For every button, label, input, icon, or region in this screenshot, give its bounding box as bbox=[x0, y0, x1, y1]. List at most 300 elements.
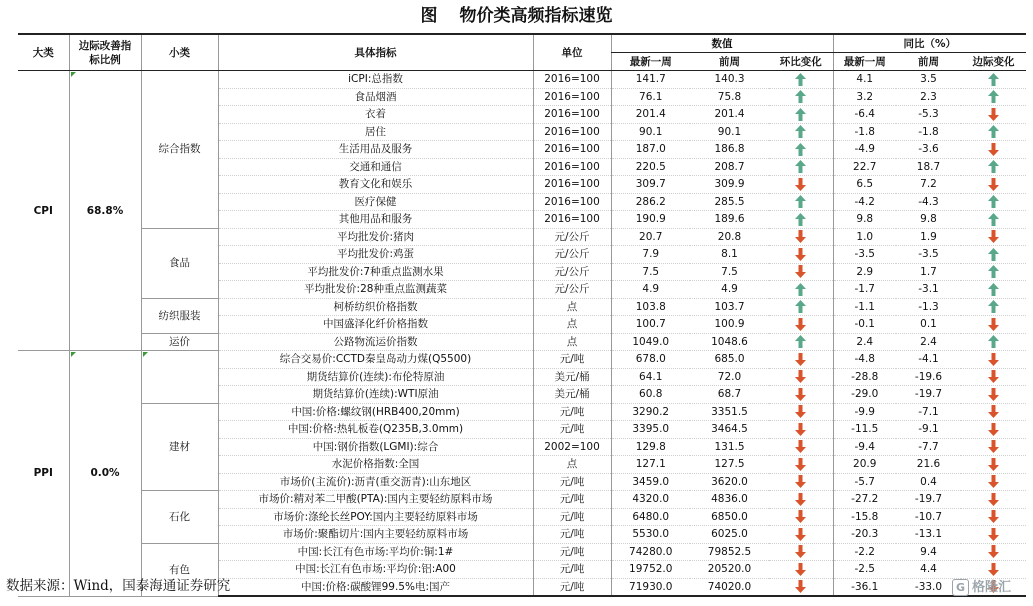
prev-value-cell: 6850.0 bbox=[690, 508, 769, 526]
header-value-group: 数值 bbox=[611, 34, 833, 53]
yoy-prev-cell: -4.1 bbox=[896, 351, 961, 369]
yoy-latest-cell: -11.5 bbox=[833, 421, 896, 439]
down-arrow-icon bbox=[795, 510, 806, 523]
indicator-cell: 中国盛泽化纤价格指数 bbox=[218, 316, 533, 334]
yoy-prev-cell: -19.6 bbox=[896, 368, 961, 386]
prev-value-cell: 75.8 bbox=[690, 88, 769, 106]
yoy-prev-cell: -10.7 bbox=[896, 508, 961, 526]
down-arrow-icon bbox=[988, 353, 999, 366]
indicator-cell: 居住 bbox=[218, 123, 533, 141]
down-arrow-icon bbox=[988, 178, 999, 191]
down-arrow-icon bbox=[795, 545, 806, 558]
yoy-prev-cell: 0.4 bbox=[896, 473, 961, 491]
subcategory-cell: 有色 bbox=[141, 543, 218, 596]
yoy-prev-cell: -7.1 bbox=[896, 403, 961, 421]
figure-label: 图 bbox=[420, 6, 438, 26]
latest-value-cell: 286.2 bbox=[611, 193, 690, 211]
yoy-latest-cell: -28.8 bbox=[833, 368, 896, 386]
latest-value-cell: 60.8 bbox=[611, 386, 690, 404]
indicator-cell: 中国:价格:热轧板卷(Q235B,3.0mm) bbox=[218, 421, 533, 439]
subcategory-cell bbox=[141, 351, 218, 404]
down-arrow-icon bbox=[795, 475, 806, 488]
prev-value-cell: 208.7 bbox=[690, 158, 769, 176]
indicator-cell: 综合交易价:CCTD秦皇岛动力煤(Q5500) bbox=[218, 351, 533, 369]
yoy-prev-cell: -19.7 bbox=[896, 386, 961, 404]
yoy-prev-cell: -7.7 bbox=[896, 438, 961, 456]
yoy-prev-cell: -33.0 bbox=[896, 578, 961, 596]
marginal-change-cell bbox=[961, 421, 1026, 439]
indicator-cell: 水泥价格指数:全国 bbox=[218, 456, 533, 474]
down-arrow-icon bbox=[795, 353, 806, 366]
yoy-latest-cell: -36.1 bbox=[833, 578, 896, 596]
prev-value-cell: 6025.0 bbox=[690, 526, 769, 544]
data-source-note: 数据来源：Wind，国泰海通证券研究 bbox=[6, 578, 231, 594]
prev-value-cell: 140.3 bbox=[690, 71, 769, 89]
prev-value-cell: 309.9 bbox=[690, 176, 769, 194]
yoy-prev-cell: -4.3 bbox=[896, 193, 961, 211]
yoy-prev-cell: -3.6 bbox=[896, 141, 961, 159]
down-arrow-icon bbox=[795, 458, 806, 471]
prev-value-cell: 20.8 bbox=[690, 228, 769, 246]
down-arrow-icon bbox=[988, 143, 999, 156]
latest-value-cell: 3395.0 bbox=[611, 421, 690, 439]
down-arrow-icon bbox=[988, 545, 999, 558]
latest-value-cell: 5530.0 bbox=[611, 526, 690, 544]
header-yoy-prev: 前周 bbox=[896, 53, 961, 71]
up-arrow-icon bbox=[795, 160, 806, 173]
yoy-prev-cell: -3.5 bbox=[896, 246, 961, 264]
watermark bbox=[952, 576, 1011, 596]
mom-change-cell bbox=[769, 543, 833, 561]
down-arrow-icon bbox=[988, 405, 999, 418]
down-arrow-icon bbox=[795, 178, 806, 191]
indicator-cell: 医疗保健 bbox=[218, 193, 533, 211]
mom-change-cell bbox=[769, 333, 833, 351]
latest-value-cell: 20.7 bbox=[611, 228, 690, 246]
indicator-cell: 交通和通信 bbox=[218, 158, 533, 176]
marginal-change-cell bbox=[961, 281, 1026, 299]
prev-value-cell: 7.5 bbox=[690, 263, 769, 281]
unit-cell: 2016=100 bbox=[533, 158, 611, 176]
price-indicator-table bbox=[18, 33, 1026, 597]
improve-ratio-cell: 0.0% bbox=[69, 351, 141, 597]
latest-value-cell: 141.7 bbox=[611, 71, 690, 89]
down-arrow-icon bbox=[795, 318, 806, 331]
marginal-change-cell bbox=[961, 263, 1026, 281]
yoy-prev-cell: 18.7 bbox=[896, 158, 961, 176]
indicator-cell: 公路物流运价指数 bbox=[218, 333, 533, 351]
category-cell: CPI bbox=[18, 71, 69, 351]
marginal-change-cell bbox=[961, 333, 1026, 351]
indicator-cell: 其他用品和服务 bbox=[218, 211, 533, 229]
latest-value-cell: 220.5 bbox=[611, 158, 690, 176]
yoy-latest-cell: -9.4 bbox=[833, 438, 896, 456]
marginal-change-cell bbox=[961, 158, 1026, 176]
down-arrow-icon bbox=[795, 388, 806, 401]
yoy-prev-cell: -9.1 bbox=[896, 421, 961, 439]
down-arrow-icon bbox=[988, 528, 999, 541]
mom-change-cell bbox=[769, 106, 833, 124]
yoy-latest-cell: -4.9 bbox=[833, 141, 896, 159]
header-row-1 bbox=[18, 34, 1026, 53]
mom-change-cell bbox=[769, 508, 833, 526]
unit-cell: 点 bbox=[533, 456, 611, 474]
latest-value-cell: 3290.2 bbox=[611, 403, 690, 421]
down-arrow-icon bbox=[988, 370, 999, 383]
mom-change-cell bbox=[769, 176, 833, 194]
yoy-prev-cell: 1.7 bbox=[896, 263, 961, 281]
subcategory-cell: 建材 bbox=[141, 403, 218, 491]
yoy-prev-cell: -5.3 bbox=[896, 106, 961, 124]
yoy-prev-cell: 0.1 bbox=[896, 316, 961, 334]
yoy-prev-cell: 1.9 bbox=[896, 228, 961, 246]
latest-value-cell: 7.9 bbox=[611, 246, 690, 264]
down-arrow-icon bbox=[795, 265, 806, 278]
latest-value-cell: 201.4 bbox=[611, 106, 690, 124]
header-marginal-change: 边际变化 bbox=[961, 53, 1026, 71]
up-arrow-icon bbox=[795, 195, 806, 208]
yoy-prev-cell: 9.4 bbox=[896, 543, 961, 561]
latest-value-cell: 127.1 bbox=[611, 456, 690, 474]
down-arrow-icon bbox=[795, 405, 806, 418]
prev-value-cell: 79852.5 bbox=[690, 543, 769, 561]
yoy-latest-cell: 20.9 bbox=[833, 456, 896, 474]
prev-value-cell: 685.0 bbox=[690, 351, 769, 369]
prev-value-cell: 3620.0 bbox=[690, 473, 769, 491]
down-arrow-icon bbox=[988, 388, 999, 401]
subcategory-cell: 石化 bbox=[141, 491, 218, 544]
indicator-cell: 中国:长江有色市场:平均价:铝:A00 bbox=[218, 561, 533, 579]
marginal-change-cell bbox=[961, 473, 1026, 491]
mom-change-cell bbox=[769, 123, 833, 141]
header-yoy-group: 同比（%） bbox=[833, 34, 1026, 53]
marginal-change-cell bbox=[961, 368, 1026, 386]
prev-value-cell: 127.5 bbox=[690, 456, 769, 474]
up-arrow-icon bbox=[988, 300, 999, 313]
marginal-change-cell bbox=[961, 543, 1026, 561]
latest-value-cell: 309.7 bbox=[611, 176, 690, 194]
marginal-change-cell bbox=[961, 228, 1026, 246]
unit-cell: 元/吨 bbox=[533, 403, 611, 421]
latest-value-cell: 190.9 bbox=[611, 211, 690, 229]
mom-change-cell bbox=[769, 316, 833, 334]
table-row bbox=[18, 298, 1026, 316]
yoy-latest-cell: 2.4 bbox=[833, 333, 896, 351]
down-arrow-icon bbox=[795, 563, 806, 576]
indicator-cell: 市场价:精对苯二甲酸(PTA):国内主要轻纺原料市场 bbox=[218, 491, 533, 509]
subcategory-cell: 纺织服装 bbox=[141, 298, 218, 333]
unit-cell: 元/吨 bbox=[533, 508, 611, 526]
marginal-change-cell bbox=[961, 508, 1026, 526]
down-arrow-icon bbox=[795, 423, 806, 436]
prev-value-cell: 103.7 bbox=[690, 298, 769, 316]
up-arrow-icon bbox=[988, 335, 999, 348]
unit-cell: 元/公斤 bbox=[533, 263, 611, 281]
watermark-text: 格隆汇 bbox=[971, 580, 1011, 595]
yoy-prev-cell: -1.8 bbox=[896, 123, 961, 141]
mom-change-cell bbox=[769, 88, 833, 106]
prev-value-cell: 285.5 bbox=[690, 193, 769, 211]
up-arrow-icon bbox=[795, 143, 806, 156]
marginal-change-cell bbox=[961, 403, 1026, 421]
table-row bbox=[18, 543, 1026, 561]
table-row bbox=[18, 333, 1026, 351]
down-arrow-icon bbox=[795, 370, 806, 383]
prev-value-cell: 74020.0 bbox=[690, 578, 769, 596]
down-arrow-icon bbox=[795, 440, 806, 453]
indicator-cell: 中国:钢价指数(LGMI):综合 bbox=[218, 438, 533, 456]
yoy-latest-cell: 6.5 bbox=[833, 176, 896, 194]
mom-change-cell bbox=[769, 386, 833, 404]
up-arrow-icon bbox=[795, 283, 806, 296]
yoy-latest-cell: -20.3 bbox=[833, 526, 896, 544]
latest-value-cell: 1049.0 bbox=[611, 333, 690, 351]
yoy-latest-cell: 22.7 bbox=[833, 158, 896, 176]
unit-cell: 美元/桶 bbox=[533, 386, 611, 404]
up-arrow-icon bbox=[988, 283, 999, 296]
marginal-change-cell bbox=[961, 106, 1026, 124]
yoy-latest-cell: 2.9 bbox=[833, 263, 896, 281]
yoy-latest-cell: 9.8 bbox=[833, 211, 896, 229]
mom-change-cell bbox=[769, 438, 833, 456]
yoy-latest-cell: -1.8 bbox=[833, 123, 896, 141]
header-latest-week: 最新一周 bbox=[611, 53, 690, 71]
unit-cell: 点 bbox=[533, 333, 611, 351]
marginal-change-cell bbox=[961, 438, 1026, 456]
unit-cell: 2016=100 bbox=[533, 88, 611, 106]
marginal-change-cell bbox=[961, 386, 1026, 404]
unit-cell: 元/公斤 bbox=[533, 246, 611, 264]
down-arrow-icon bbox=[795, 580, 806, 593]
mom-change-cell bbox=[769, 368, 833, 386]
prev-value-cell: 68.7 bbox=[690, 386, 769, 404]
yoy-latest-cell: -2.5 bbox=[833, 561, 896, 579]
up-arrow-icon bbox=[988, 90, 999, 103]
latest-value-cell: 19752.0 bbox=[611, 561, 690, 579]
down-arrow-icon bbox=[988, 510, 999, 523]
down-arrow-icon bbox=[988, 318, 999, 331]
latest-value-cell: 100.7 bbox=[611, 316, 690, 334]
unit-cell: 元/吨 bbox=[533, 491, 611, 509]
up-arrow-icon bbox=[795, 300, 806, 313]
unit-cell: 元/吨 bbox=[533, 578, 611, 596]
mom-change-cell bbox=[769, 228, 833, 246]
indicator-cell: 期货结算价(连续):布伦特原油 bbox=[218, 368, 533, 386]
unit-cell: 元/公斤 bbox=[533, 228, 611, 246]
yoy-latest-cell: -3.5 bbox=[833, 246, 896, 264]
yoy-latest-cell: -1.1 bbox=[833, 298, 896, 316]
yoy-prev-cell: -13.1 bbox=[896, 526, 961, 544]
indicator-cell: 中国:长江有色市场:平均价:铜:1# bbox=[218, 543, 533, 561]
yoy-latest-cell: 3.2 bbox=[833, 88, 896, 106]
latest-value-cell: 103.8 bbox=[611, 298, 690, 316]
latest-value-cell: 4320.0 bbox=[611, 491, 690, 509]
prev-value-cell: 8.1 bbox=[690, 246, 769, 264]
up-arrow-icon bbox=[988, 160, 999, 173]
up-arrow-icon bbox=[795, 108, 806, 121]
yoy-prev-cell: 2.3 bbox=[896, 88, 961, 106]
mom-change-cell bbox=[769, 351, 833, 369]
latest-value-cell: 76.1 bbox=[611, 88, 690, 106]
prev-value-cell: 1048.6 bbox=[690, 333, 769, 351]
subcategory-cell: 综合指数 bbox=[141, 71, 218, 229]
yoy-latest-cell: -0.1 bbox=[833, 316, 896, 334]
mom-change-cell bbox=[769, 421, 833, 439]
yoy-prev-cell: -3.1 bbox=[896, 281, 961, 299]
prev-value-cell: 201.4 bbox=[690, 106, 769, 124]
prev-value-cell: 20520.0 bbox=[690, 561, 769, 579]
prev-value-cell: 4836.0 bbox=[690, 491, 769, 509]
indicator-cell: 食品烟酒 bbox=[218, 88, 533, 106]
prev-value-cell: 3464.5 bbox=[690, 421, 769, 439]
indicator-cell: 市场价(主流价):沥青(重交沥青):山东地区 bbox=[218, 473, 533, 491]
up-arrow-icon bbox=[795, 90, 806, 103]
prev-value-cell: 3351.5 bbox=[690, 403, 769, 421]
marginal-change-cell bbox=[961, 211, 1026, 229]
latest-value-cell: 64.1 bbox=[611, 368, 690, 386]
figure-title-text: 物价类高频指标速览 bbox=[459, 6, 613, 26]
header-category: 大类 bbox=[18, 34, 69, 71]
latest-value-cell: 90.1 bbox=[611, 123, 690, 141]
prev-value-cell: 4.9 bbox=[690, 281, 769, 299]
marginal-change-cell bbox=[961, 351, 1026, 369]
latest-value-cell: 678.0 bbox=[611, 351, 690, 369]
mom-change-cell bbox=[769, 246, 833, 264]
mom-change-cell bbox=[769, 281, 833, 299]
up-arrow-icon bbox=[988, 73, 999, 86]
prev-value-cell: 186.8 bbox=[690, 141, 769, 159]
indicator-cell: 期货结算价(连续):WTI原油 bbox=[218, 386, 533, 404]
marginal-change-cell bbox=[961, 176, 1026, 194]
down-arrow-icon bbox=[988, 493, 999, 506]
table-row bbox=[18, 228, 1026, 246]
indicator-cell: 柯桥纺织价格指数 bbox=[218, 298, 533, 316]
unit-cell: 点 bbox=[533, 298, 611, 316]
up-arrow-icon bbox=[988, 125, 999, 138]
unit-cell: 2016=100 bbox=[533, 123, 611, 141]
mom-change-cell bbox=[769, 561, 833, 579]
marginal-change-cell bbox=[961, 141, 1026, 159]
marginal-change-cell bbox=[961, 456, 1026, 474]
table-row bbox=[18, 71, 1026, 89]
header-indicator: 具体指标 bbox=[218, 34, 533, 71]
mom-change-cell bbox=[769, 71, 833, 89]
mom-change-cell bbox=[769, 141, 833, 159]
indicator-cell: iCPI:总指数 bbox=[218, 71, 533, 89]
down-arrow-icon bbox=[795, 230, 806, 243]
indicator-cell: 教育文化和娱乐 bbox=[218, 176, 533, 194]
latest-value-cell: 6480.0 bbox=[611, 508, 690, 526]
down-arrow-icon bbox=[988, 108, 999, 121]
down-arrow-icon bbox=[795, 248, 806, 261]
indicator-cell: 中国:价格:碳酸锂99.5%电:国产 bbox=[218, 578, 533, 596]
latest-value-cell: 129.8 bbox=[611, 438, 690, 456]
table-row bbox=[18, 491, 1026, 509]
mom-change-cell bbox=[769, 211, 833, 229]
table-row bbox=[18, 351, 1026, 369]
yoy-latest-cell: -27.2 bbox=[833, 491, 896, 509]
yoy-latest-cell: -9.9 bbox=[833, 403, 896, 421]
indicator-cell: 市场价:聚酯切片:国内主要轻纺原料市场 bbox=[218, 526, 533, 544]
latest-value-cell: 187.0 bbox=[611, 141, 690, 159]
down-arrow-icon bbox=[988, 440, 999, 453]
mom-change-cell bbox=[769, 456, 833, 474]
table-row bbox=[18, 403, 1026, 421]
up-arrow-icon bbox=[988, 213, 999, 226]
yoy-prev-cell: -1.3 bbox=[896, 298, 961, 316]
mom-change-cell bbox=[769, 263, 833, 281]
header-mom-change: 环比变化 bbox=[769, 53, 833, 71]
category-cell: PPI bbox=[18, 351, 69, 597]
mom-change-cell bbox=[769, 578, 833, 596]
down-arrow-icon bbox=[988, 563, 999, 576]
marginal-change-cell bbox=[961, 193, 1026, 211]
figure-title bbox=[0, 4, 1033, 28]
unit-cell: 元/吨 bbox=[533, 526, 611, 544]
unit-cell: 元/吨 bbox=[533, 473, 611, 491]
latest-value-cell: 3459.0 bbox=[611, 473, 690, 491]
improve-ratio-cell: 68.8% bbox=[69, 71, 141, 351]
header-improve-ratio bbox=[69, 34, 141, 71]
header-yoy-latest: 最新一周 bbox=[833, 53, 896, 71]
up-arrow-icon bbox=[988, 195, 999, 208]
up-arrow-icon bbox=[988, 265, 999, 278]
prev-value-cell: 131.5 bbox=[690, 438, 769, 456]
up-arrow-icon bbox=[795, 73, 806, 86]
yoy-latest-cell: -4.2 bbox=[833, 193, 896, 211]
indicator-cell: 平均批发价:28种重点监测蔬菜 bbox=[218, 281, 533, 299]
unit-cell: 点 bbox=[533, 316, 611, 334]
subcategory-cell: 食品 bbox=[141, 228, 218, 298]
yoy-latest-cell: -1.7 bbox=[833, 281, 896, 299]
marginal-change-cell bbox=[961, 88, 1026, 106]
unit-cell: 2016=100 bbox=[533, 71, 611, 89]
yoy-prev-cell: 3.5 bbox=[896, 71, 961, 89]
indicator-cell: 平均批发价:7种重点监测水果 bbox=[218, 263, 533, 281]
unit-cell: 元/吨 bbox=[533, 351, 611, 369]
unit-cell: 2016=100 bbox=[533, 106, 611, 124]
mom-change-cell bbox=[769, 158, 833, 176]
table-body bbox=[18, 71, 1026, 597]
unit-cell: 2016=100 bbox=[533, 141, 611, 159]
mom-change-cell bbox=[769, 491, 833, 509]
indicator-cell: 衣着 bbox=[218, 106, 533, 124]
up-arrow-icon bbox=[795, 213, 806, 226]
yoy-latest-cell: -29.0 bbox=[833, 386, 896, 404]
prev-value-cell: 189.6 bbox=[690, 211, 769, 229]
indicator-cell: 中国:价格:螺纹钢(HRB400,20mm) bbox=[218, 403, 533, 421]
subcategory-cell: 运价 bbox=[141, 333, 218, 351]
unit-cell: 2002=100 bbox=[533, 438, 611, 456]
unit-cell: 元/吨 bbox=[533, 561, 611, 579]
marginal-change-cell bbox=[961, 123, 1026, 141]
prev-value-cell: 100.9 bbox=[690, 316, 769, 334]
unit-cell: 元/吨 bbox=[533, 543, 611, 561]
latest-value-cell: 7.5 bbox=[611, 263, 690, 281]
yoy-latest-cell: -6.4 bbox=[833, 106, 896, 124]
unit-cell: 2016=100 bbox=[533, 211, 611, 229]
up-arrow-icon bbox=[988, 248, 999, 261]
mom-change-cell bbox=[769, 193, 833, 211]
mom-change-cell bbox=[769, 473, 833, 491]
down-arrow-icon bbox=[988, 423, 999, 436]
marginal-change-cell bbox=[961, 71, 1026, 89]
header-unit: 单位 bbox=[533, 34, 611, 71]
down-arrow-icon bbox=[988, 458, 999, 471]
yoy-latest-cell: -5.7 bbox=[833, 473, 896, 491]
indicator-cell: 生活用品及服务 bbox=[218, 141, 533, 159]
indicator-cell: 平均批发价:猪肉 bbox=[218, 228, 533, 246]
